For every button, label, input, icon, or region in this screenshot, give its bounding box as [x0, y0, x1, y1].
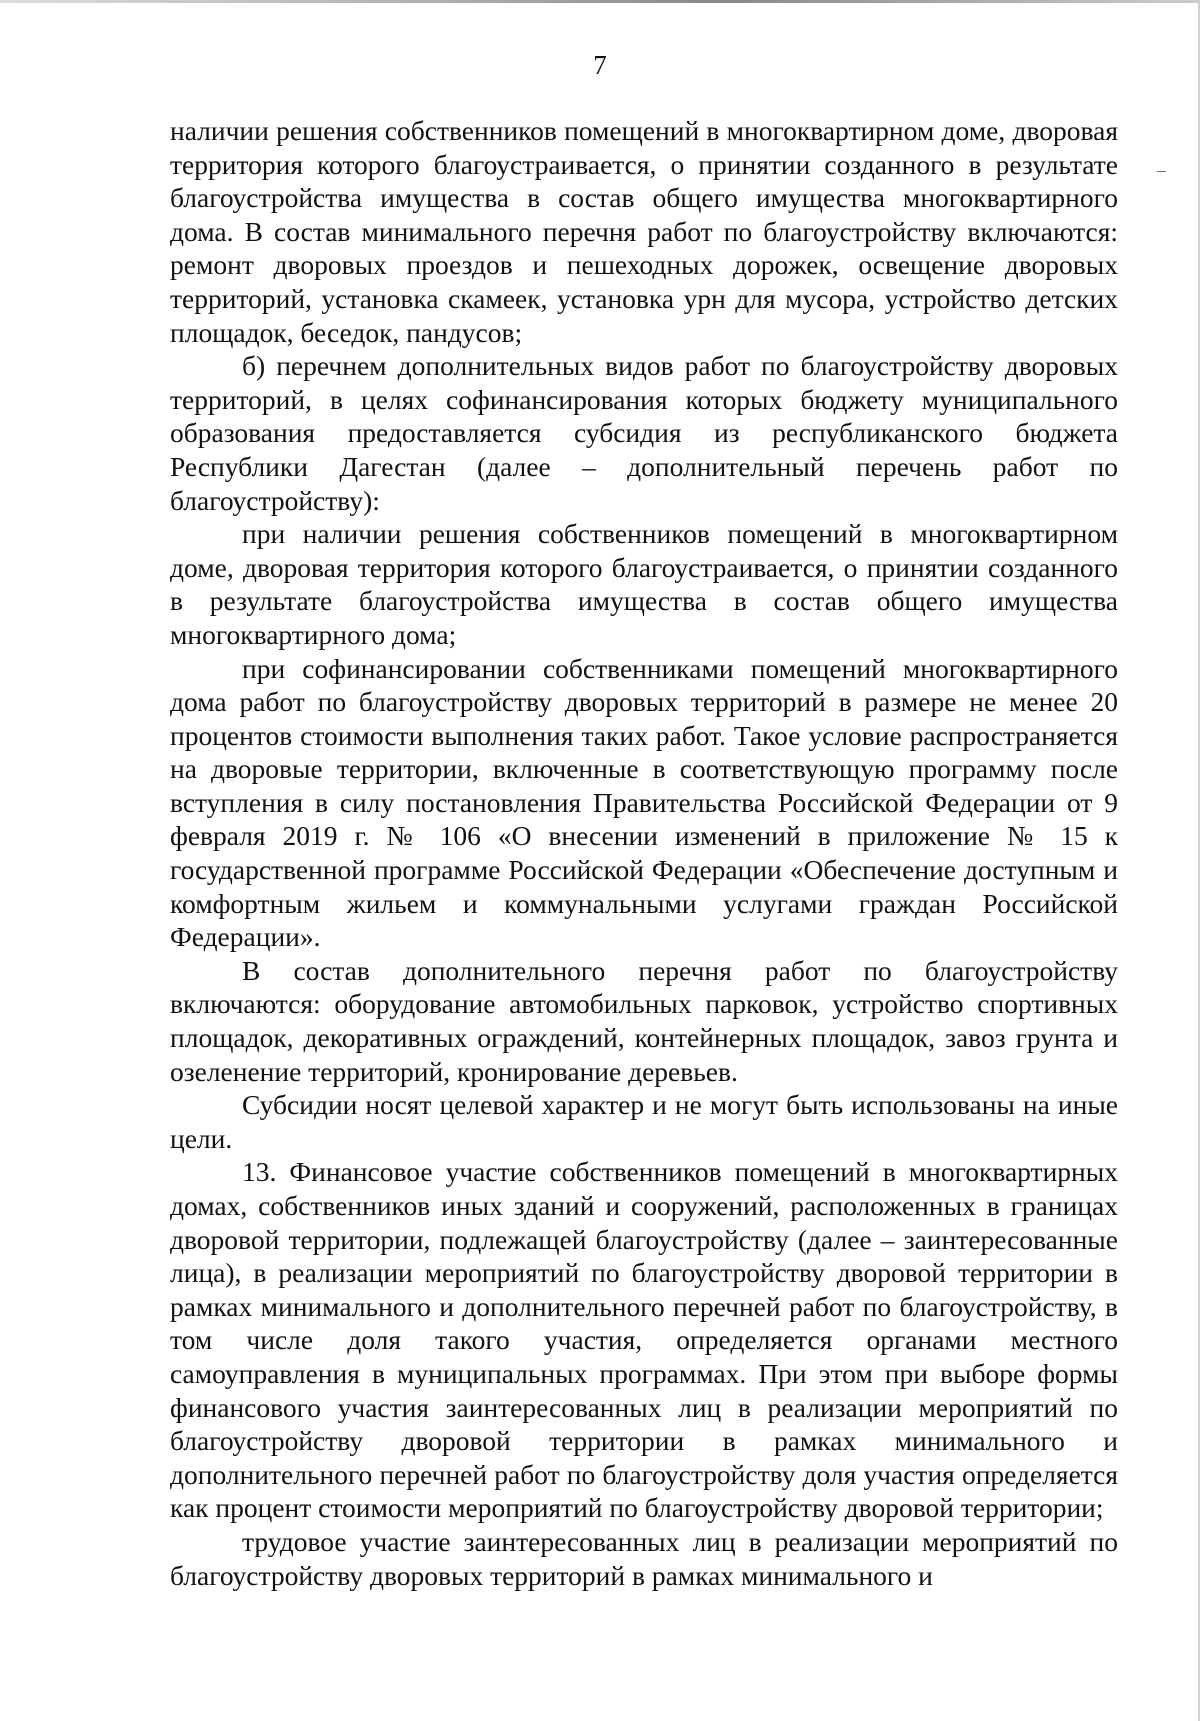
margin-mark: – — [1157, 160, 1166, 180]
scan-edge-top — [0, 0, 1200, 3]
paragraph-6: Субсидии носят целевой характер и не могут быть использованы на иные цели. — [170, 1089, 1118, 1154]
document-body — [170, 114, 1118, 1592]
paragraph-5: В состав дополнительного перечня работ по благоустройству включаются: оборудование автомобильных парковок, устройство спортивных площадок, декоративных ограждений, контейнерных площадок, завоз грунта и озеленение территорий, кронирование деревьев. — [170, 954, 1118, 1087]
paragraph-2: б) перечнем дополнительных видов работ по благоустройству дворовых территорий, в целях софинансирования которых бюджету муниципального образования предоставляется субсидия из республиканского бюджета Республики Дагестан (далее – дополнительный перечень работ по благоустройству): — [170, 350, 1118, 516]
paragraph-8: трудовое участие заинтересованных лиц в реализации мероприятий по благоустройству дворовых территорий в рамках минимального и — [170, 1525, 1118, 1591]
paragraph-7: 13. Финансовое участие собственников помещений в многоквартирных домах, собственников иных зданий и сооружений, расположенных в границах дворовой территории, подлежащей благоустройству (далее – заинтересованные лица), в реализации мероприятий по благоустройству дворовой территории в рамках минимального и дополнительного перечней работ по благоустройству, в том числе доля такого участия, определяется органами местного самоуправления в муниципальных программах. При этом при выборе формы финансового участия заинтересованных лиц в реализации мероприятий по благоустройству дворовой территории в рамках минимального и дополнительного перечней работ по благоустройству доля участия определяется как процент стоимости мероприятий по благоустройству дворовой территории; — [170, 1156, 1118, 1524]
paragraph-1: наличии решения собственников помещений в многоквартирном доме, дворовая территория которого благоустраивается, о принятии созданного в результате благоустройства имущества в состав общего имущества многоквартирного дома. В состав минимального перечня работ по благоустройству включаются: ремонт дворовых проездов и пешеходных дорожек, освещение дворовых территорий, установка скамеек, установка урн для мусора, устройство детских площадок, беседок, пандусов; — [170, 115, 1118, 348]
page-number: 7 — [593, 50, 607, 80]
paragraph-3: при наличии решения собственников помещений в многоквартирном доме, дворовая территория которого благоустраивается, о принятии созданного в результате благоустройства имущества в состав общего имущества многоквартирного дома; — [170, 518, 1118, 650]
paragraph-4: при софинансировании собственниками помещений многоквартирного дома работ по благоустройству дворовых территорий в размере не менее 20 процентов стоимости выполнения таких работ. Такое условие распространяется на дворовые территории, включенные в соответствующую программу после вступления в силу постановления Правительства Российской Федерации от 9 февраля 2019 г. № 106 «О внесении изменений в приложение № 15 к государственной программе Российской Федерации «Обеспечение доступным и комфортным жильем и коммунальными услугами граждан Российской Федерации». — [170, 652, 1118, 953]
